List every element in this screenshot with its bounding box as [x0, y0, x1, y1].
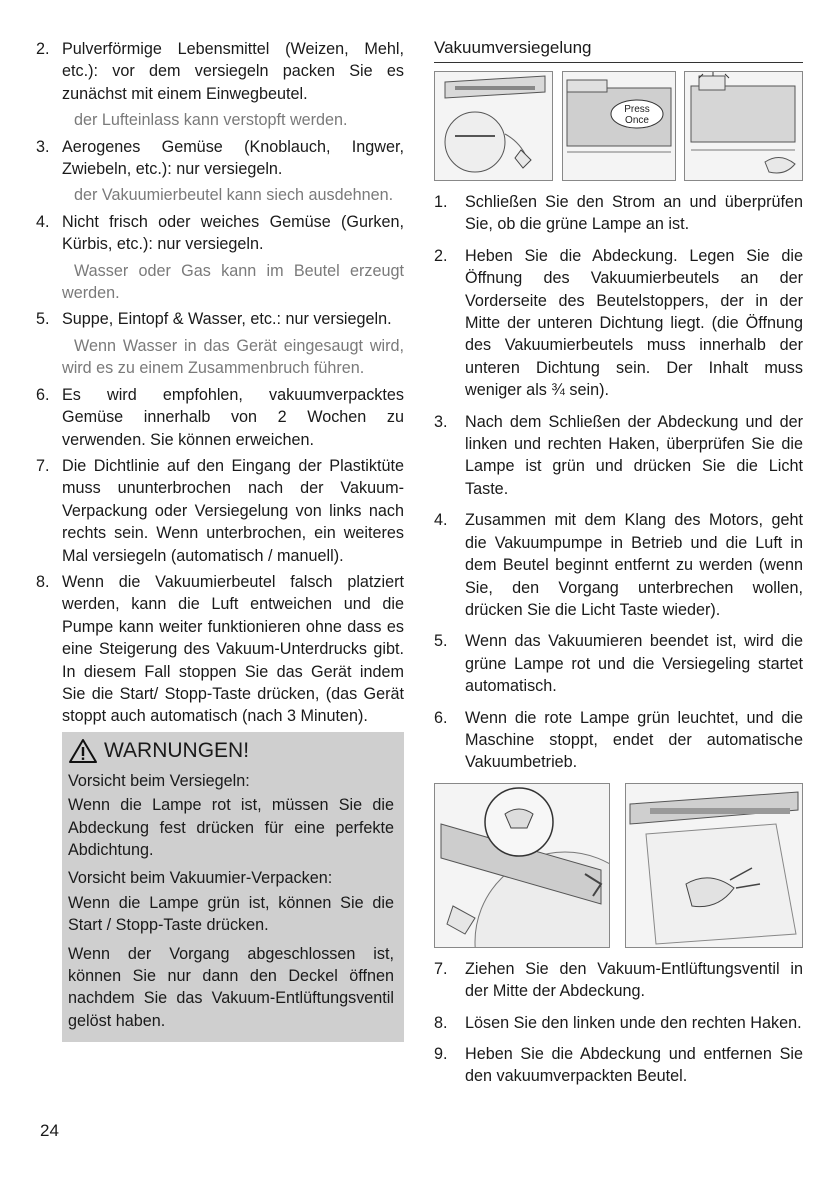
section-title: Vakuumversiegelung [434, 38, 803, 63]
item-note: der Lufteinlass kann verstopft werden. [74, 111, 348, 130]
step-item: 2. Heben Sie die Abdeckung. Legen Sie die Öffnung des Vakuumierbeutels an der Vorderseite des Beutelstoppers, der in der Mitte der unteren Dichtung liegt. (die Öffnung des Vakuumierbeutels muss innerhalb der unteren Dichtung sein. Der Inhalt muss weniger als ¾ sein). [434, 246, 803, 400]
warning-text: Wenn die Lampe grün ist, können Sie die Start / Stopp-Taste drücken. [68, 893, 394, 935]
right-column [434, 38, 803, 1097]
illustration-release-valve [434, 783, 610, 948]
press-label: Press [623, 104, 650, 115]
left-column [36, 38, 404, 1042]
step-item: 8. Lösen Sie den linken unde den rechten Haken. [434, 1013, 802, 1032]
page-number: 24 [40, 1121, 59, 1140]
warning-box [62, 732, 404, 1042]
step-item: 7. Ziehen Sie den Vakuum-Entlüftungsventil in der Mitte der Abdeckung. [434, 959, 803, 1001]
step-item: 3. Nach dem Schließen der Abdeckung und der linken und rechten Haken, überprüfen Sie die Lampe ist grün und drücken Sie die Licht Taste. [434, 412, 803, 498]
warning-subheading-sealing: Vorsicht beim Versiegeln: [68, 771, 250, 790]
list-item: 8. Wenn die Vakuumierbeutel falsch platziert werden, kann die Luft entweichen und die Pumpe kann weiter funktionieren ohne dass es eine Steigerung des Vakuum-Unterdrucks gibt. In diesem Fall stoppen Sie das Gerät indem Sie die Start/ Stopp-Taste drücken, (das Gerät stoppt auch automatisch (nach 3 Minuten). [36, 572, 404, 726]
warning-heading: WARNUNGEN! [68, 738, 394, 764]
list-item: 2. Pulverförmige Lebensmittel (Weizen, Mehl, etc.): vor dem versiegeln packen Sie es zunächst mit einem Einwegbeutel. [36, 40, 404, 103]
illustration-bag-placement [434, 71, 553, 181]
list-item: 5. Suppe, Eintopf & Wasser, etc.: nur versiegeln. [36, 310, 392, 329]
item-note: Wenn Wasser in das Gerät eingesaugt wird, wird es zu einem Zusammenbruch führen. [62, 336, 404, 378]
illustration-vacuum-start [684, 71, 803, 181]
illustration-remove-bag [625, 783, 803, 948]
warning-text: Wenn der Vorgang abgeschlossen ist, können Sie nur dann den Deckel öffnen nachdem Sie das Vakuum-Entlüftungsventil gelöst haben. [68, 944, 394, 1030]
step-item: 1. Schließen Sie den Strom an und überprüfen Sie, ob die grüne Lampe an ist. [434, 193, 803, 234]
warning-subheading-vacuum: Vorsicht beim Vakuumier-Verpacken: [68, 869, 333, 888]
step-item: 4. Zusammen mit dem Klang des Motors, geht die Vakuumpumpe in Betrieb und die Luft in dem Beutel beginnt entfernt zu werden (wenn Sie, den Vorgang unterbrechen wollen, drücken Sie die Licht Taste wieder). [434, 511, 803, 619]
warning-text: Wenn die Lampe rot ist, müssen Sie die Abdeckung fest drücken für eine perfekte Abdichtung. [68, 796, 394, 859]
once-label: Once [624, 115, 649, 126]
warning-icon [68, 738, 98, 764]
list-item: 7. Die Dichtlinie auf den Eingang der Plastiktüte muss ununterbrochen nach der Vakuum-Verpackung oder Versiegelung von links nach rechts sein. Wenn unterbrochen, ein weiteres Mal versiegeln (automatisch / manuell). [36, 456, 404, 565]
list-item: 3. Aerogenes Gemüse (Knoblauch, Ingwer, Zwiebeln, etc.): nur versiegeln. [36, 137, 404, 179]
step-item: 5. Wenn das Vakuumieren beendet ist, wird die grüne Lampe rot und die Versiegeling startet automatisch. [434, 632, 803, 696]
step-item: 9. Heben Sie die Abdeckung und entfernen Sie den vakuumverpackten Beutel. [434, 1044, 803, 1086]
illustration-press-once [562, 71, 676, 181]
list-item: 6. Es wird empfohlen, vakuumverpacktes Gemüse innerhalb von 2 Wochen zu verwenden. Sie können erweichen. [36, 385, 404, 449]
item-note: der Vakuumierbeutel kann siech ausdehnen. [74, 186, 394, 205]
illustration-row-top [434, 71, 803, 181]
step-item: 6. Wenn die rote Lampe grün leuchtet, und die Maschine stoppt, endet der automatische Vakuumbetrieb. [434, 708, 803, 772]
illustration-row-bottom [434, 783, 803, 948]
item-note: Wasser oder Gas kann im Beutel erzeugt werden. [62, 261, 404, 303]
list-item: 4. Nicht frisch oder weiches Gemüse (Gurken, Kürbis, etc.): nur versiegeln. [36, 212, 404, 254]
